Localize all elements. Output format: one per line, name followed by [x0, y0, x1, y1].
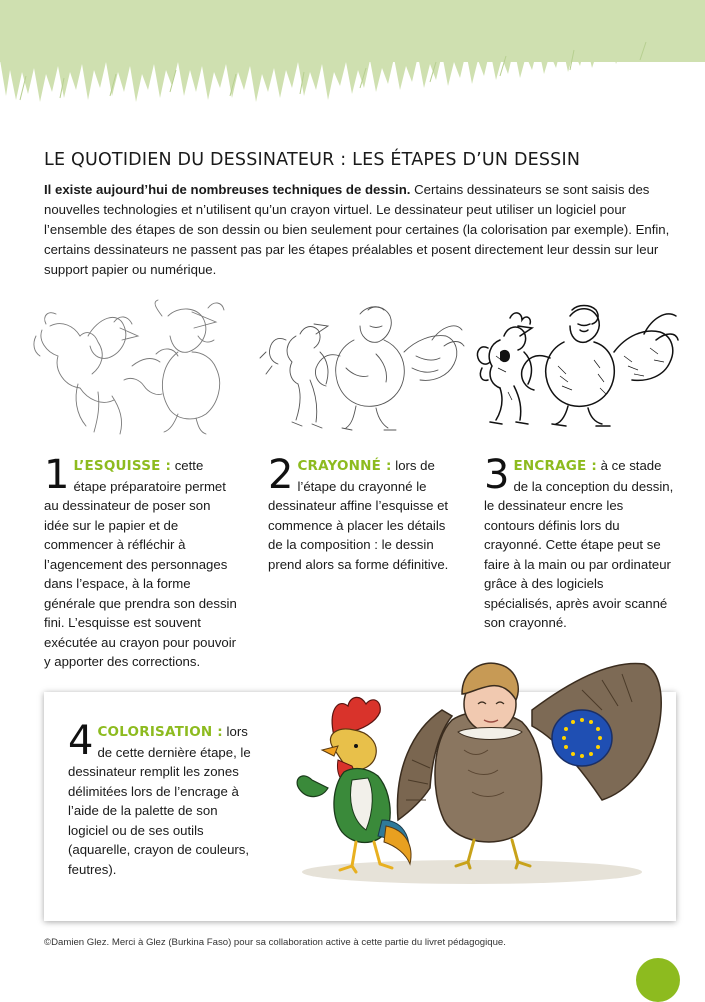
- step-4-label: COLORISATION :: [97, 724, 223, 740]
- pencil-illustration: [256, 296, 466, 436]
- colorisation-illustration: [282, 650, 682, 890]
- step-1-text: cette étape préparatoire permet au dessinateur de poser son idée sur le papier et de commencer à réfléchir à l’agencement des personnages dans l’espace, à la forme générale que prendra son dessin fini. L’esquisse est souvent exécutée au crayon pour pouvoir y apporter des corrections.: [44, 458, 237, 669]
- credit-line: ©Damien Glez. Merci à Glez (Burkina Faso) pour sa collaboration active à cette partie du livret pédagogique.: [44, 937, 506, 948]
- grass-header-illustration: [0, 0, 705, 110]
- step-3-number: 3: [484, 452, 510, 498]
- step-3-text: à ce stade de la conception du dessin, le dessinateur encre les contours définis lors du crayonné. Cette étape peut se faire à la main ou par ordinateur grâce à des logiciels spécialisés, après avoir scanné son crayonné.: [484, 458, 674, 630]
- step-1-label: L’ESQUISSE :: [73, 458, 172, 474]
- step-4-text: lors de cette dernière étape, le dessinateur remplit les zones délimitées lors de l’encrage à l’aide de la palette de son logiciel ou de ses outils (aquarelle, crayon de couleurs, feutres).: [68, 724, 251, 877]
- page-title: LE QUOTIDIEN DU DESSINATEUR : LES ÉTAPES D’UN DESSIN: [44, 150, 581, 170]
- step-1-number: 1: [44, 452, 70, 498]
- intro-body: Certains dessinateurs se sont saisis des nouvelles technologies et n’utilisent qu’un crayon virtuel. Le dessinateur peut utiliser un logiciel pour l’ensemble des étapes de son dessin ou bien seulement pour certaines (la colorisation par exemple). Enfin, certains dessinateurs ne passent pas par les étapes préalables et posent directement leur dessin sur leur support papier ou numérique.: [44, 182, 670, 277]
- step-2-label: CRAYONNÉ :: [297, 458, 392, 474]
- sketch-illustration: [28, 296, 238, 436]
- step-4-number: 4: [68, 718, 94, 764]
- ink-illustration: [474, 296, 680, 428]
- step-3-label: ENCRAGE :: [513, 458, 597, 474]
- intro-lead: Il existe aujourd’hui de nombreuses techniques de dessin.: [44, 182, 411, 197]
- step-2-crayonne: [268, 452, 458, 574]
- step-2-number: 2: [268, 452, 294, 498]
- step-4-colorisation: [68, 718, 258, 879]
- intro-paragraph: [44, 180, 672, 280]
- page-corner-badge: [636, 958, 680, 1002]
- step-2-text: lors de l’étape du crayonné le dessinateur affine l’esquisse et commence à placer les détails de la composition : le dessin prend alors sa forme définitive.: [268, 458, 449, 572]
- step-3-encrage: [484, 452, 674, 633]
- step-1-esquisse: [44, 452, 239, 672]
